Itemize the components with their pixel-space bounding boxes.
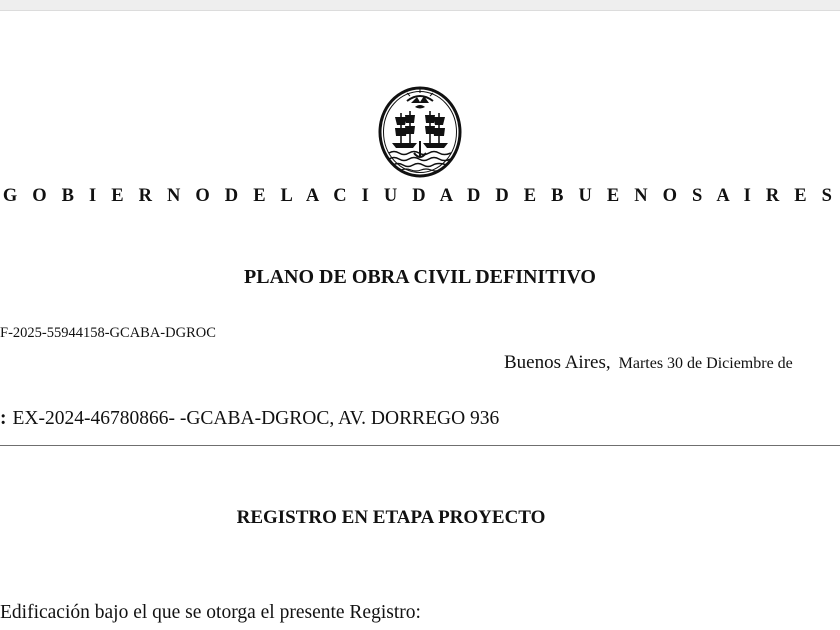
reference-label: : xyxy=(0,408,7,429)
place-text: Buenos Aires, xyxy=(504,352,611,373)
reference-text: EX-2024-46780866- -GCABA-DGROC, AV. DORREGO 936 xyxy=(12,408,500,429)
section-divider xyxy=(0,445,840,446)
date-text: Martes 30 de Diciembre de xyxy=(618,355,793,372)
section-title: REGISTRO EN ETAPA PROYECTO xyxy=(236,507,546,528)
reference-line xyxy=(0,408,499,430)
place-and-date xyxy=(504,352,793,374)
document-title: PLANO DE OBRA CIVIL DEFINITIVO xyxy=(244,266,596,288)
government-name: G O B I E R N O D E L A C I U D A D D E B U E N O S A I R E S xyxy=(2,186,838,206)
body-text: Edificación bajo el que se otorga el presente Registro: xyxy=(0,602,421,623)
document-number: F-2025-55944158-GCABA-DGROC xyxy=(0,325,216,341)
city-seal-icon xyxy=(377,83,463,179)
viewer-top-bar xyxy=(0,0,840,11)
